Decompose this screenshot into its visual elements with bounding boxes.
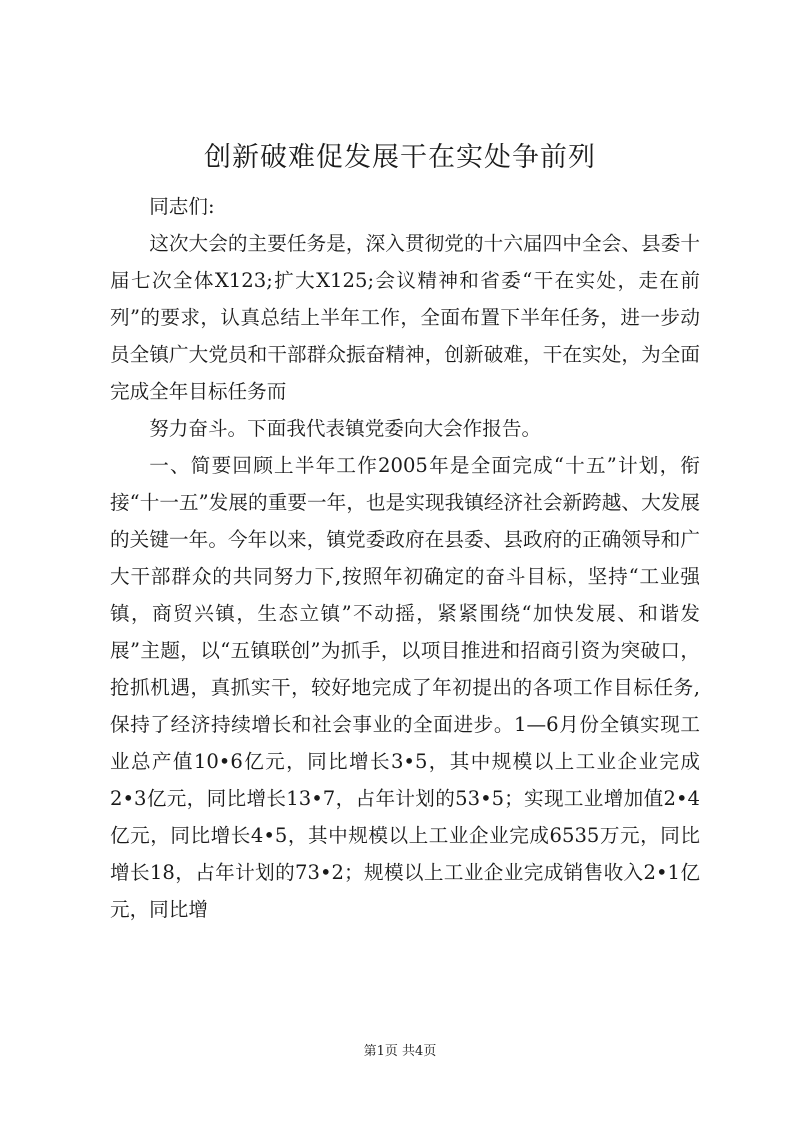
salutation-paragraph: 同志们:	[149, 195, 215, 218]
page-footer: 第1页 共4页	[363, 1044, 437, 1059]
page-title: 创新破难促发展干在实处争前列	[204, 142, 596, 173]
body-paragraph: 这次大会的主要任务是，深入贯彻党的十六届四中全会、县委十届七次全体X123;扩大X125;会议精神和省委“干在实处，走在前列”的要求，认真总结上半年工作，全面布置下半年任务，进一步动员全镇广大党员和干部群众振奋精神，创新破难，干在实处，为全面完成全年目标任务而	[110, 232, 700, 403]
body-paragraph: 努力奋斗。下面我代表镇党委向大会作报告。	[149, 417, 542, 440]
document-body	[110, 188, 700, 928]
body-paragraph: 一、简要回顾上半年工作2005年是全面完成“十五”计划，衔接“十一五”发展的重要一年，也是实现我镇经济社会新跨越、大发展的关键一年。今年以来，镇党委政府在县委、县政府的正确领导和广大干部群众的共同努力下,按照年初确定的奋斗目标，坚持“工业强镇，商贸兴镇，生态立镇”不动摇，紧紧围绕“加快发展、和谐发展”主题，以“五镇联创”为抓手，以项目推进和招商引资为突破口，抢抓机遇，真抓实干，较好地完成了年初提出的各项工作目标任务,保持了经济持续增长和社会事业的全面进步。1—6月份全镇实现工业总产值10•6亿元，同比增长3•5，其中规模以上工业企业完成2•3亿元，同比增长13•7，占年计划的53•5；实现工业增加值2•4亿元，同比增长4•5，其中规模以上工业企业完成6535万元，同比增长18，占年计划的73•2；规模以上工业企业完成销售收入2•1亿元，同比增	[110, 454, 700, 921]
